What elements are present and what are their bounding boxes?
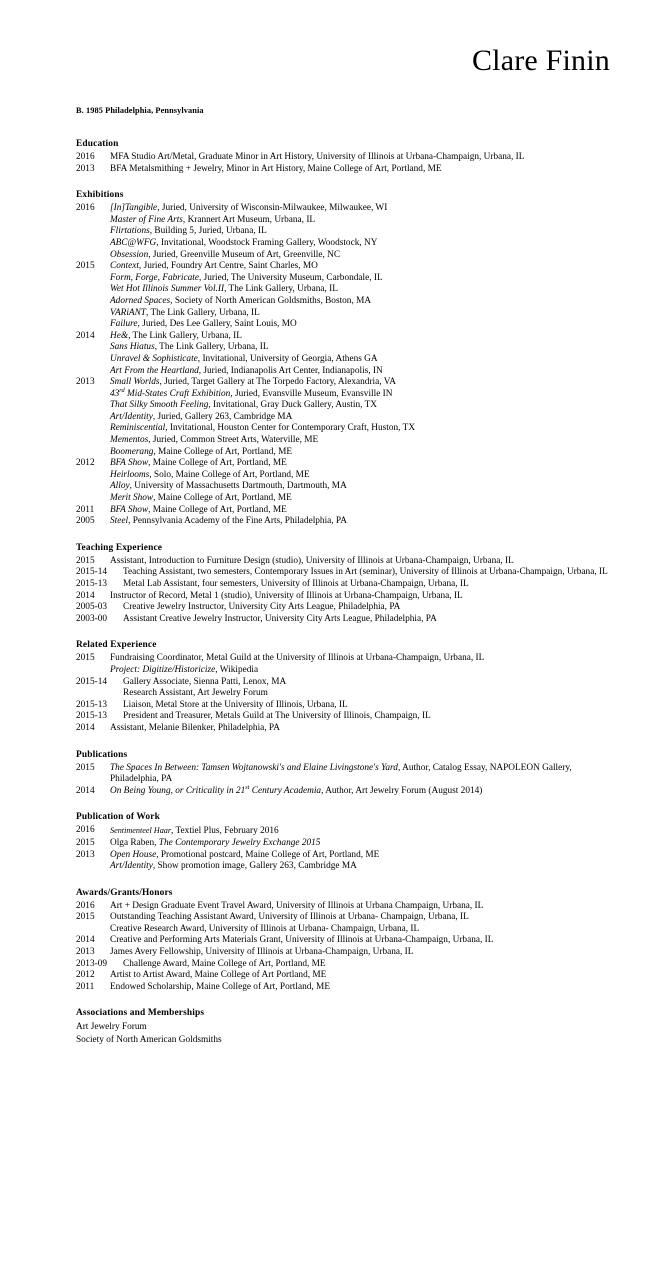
entry-year: 2014 <box>76 785 95 796</box>
entry-year: 2005 <box>76 516 95 527</box>
section-title-publication-of-work: Publication of Work <box>76 812 160 823</box>
entry-year: 2014 <box>76 935 95 946</box>
entry-row <box>76 602 610 614</box>
exhibition-entries <box>76 203 610 528</box>
entry-row <box>76 677 610 689</box>
entry-text: Metal Lab Assistant, four semesters, University of Illinois at Urbana-Champaign, Urbana, IL <box>123 579 469 589</box>
entry-row <box>76 423 610 435</box>
entry-text: President and Treasurer, Metals Guild at The University of Illinois, Champaign, IL <box>123 711 431 722</box>
entry-row <box>76 308 610 320</box>
entry-row <box>76 665 610 677</box>
entry-text: Context, Juried, Foundry Art Centre, Saint Charles, MO <box>110 261 318 272</box>
entry-year: 2011 <box>76 981 95 992</box>
entry-year: 2015-13 <box>76 699 107 710</box>
entry-row <box>76 825 610 838</box>
entry-text: Challenge Award, Maine College of Art, Portland, ME <box>123 958 326 969</box>
entry-text: Flirtations, Building 5, Juried, Urbana, IL <box>110 226 267 237</box>
entry-text: BFA Show, Maine College of Art, Portland, ME <box>110 458 287 469</box>
entry-row <box>76 400 610 412</box>
section-teaching <box>76 542 610 626</box>
entry-row <box>76 982 610 994</box>
entry-year: 2015 <box>76 653 95 664</box>
entry-text: Unravel & Sophisticate, Invitational, University of Georgia, Athens GA <box>110 353 378 364</box>
entry-text: Mementos, Juried, Common Street Arts, Waterville, ME <box>110 435 319 446</box>
entry-year: 2015 <box>76 912 95 923</box>
entry-text: Teaching Assistant, two semesters, Contemporary Issues in Art (seminar), University of Illinois at Urbana-Champaign, Urbana, IL <box>123 567 608 578</box>
entry-row <box>76 203 610 215</box>
section-related-experience <box>76 639 610 734</box>
entry-row <box>76 959 610 971</box>
entry-row <box>76 226 610 238</box>
section-title-teaching: Teaching Experience <box>76 542 163 553</box>
entry-text: That Silky Smooth Feeling, Invitational, Gray Duck Gallery, Austin, TX <box>110 400 377 411</box>
entry-year: 2013-09 <box>76 958 107 969</box>
entry-text: He&, The Link Gallery, Urbana, IL <box>110 330 242 341</box>
entry-row <box>76 763 610 786</box>
entry-text: Research Assistant, Art Jewelry Forum <box>123 688 268 699</box>
entry-year: 2016 <box>76 203 95 214</box>
section-awards <box>76 887 610 994</box>
entry-text: Assistant, Melanie Bilenker, Philadelphia, PA <box>110 722 280 733</box>
section-title-related-experience: Related Experience <box>76 640 157 651</box>
entry-text: Liaison, Metal Store at the University of Illinois, Urbana, IL <box>123 699 348 710</box>
entry-row <box>76 861 610 873</box>
entry-text: Small Worlds, Juried, Target Gallery at The Torpedo Factory, Alexandria, VA <box>110 377 396 388</box>
entry-row <box>76 435 610 447</box>
entry-text: Gallery Associate, Sienna Patti, Lenox, MA <box>123 676 287 687</box>
entry-row <box>76 447 610 459</box>
entry-year: 2005-03 <box>76 602 107 613</box>
entry-year: 2014 <box>76 590 95 601</box>
entry-year: 2015 <box>76 762 95 773</box>
entry-row <box>76 331 610 343</box>
education-entries <box>76 152 610 175</box>
entry-year: 2003-00 <box>76 613 107 624</box>
entry-text: MFA Studio Art/Metal, Graduate Minor in Art History, University of Illinois at Urbana-Champaign, Urbana, IL <box>110 152 525 162</box>
entry-year: 2013 <box>76 947 95 958</box>
section-title-publications: Publications <box>76 749 128 760</box>
entry-row <box>76 614 610 626</box>
entry-text: Boomerang, Maine College of Art, Portland, ME <box>110 446 293 457</box>
entry-row <box>76 386 610 401</box>
association-item: Art Jewelry Forum <box>76 1022 147 1033</box>
entry-row <box>76 215 610 227</box>
award-entries <box>76 901 610 994</box>
entry-row <box>76 935 610 947</box>
section-exhibitions <box>76 189 610 528</box>
entry-row <box>76 481 610 493</box>
entry-row <box>76 273 610 285</box>
entry-row <box>76 688 610 700</box>
entry-text: Open House, Promotional postcard, Maine College of Art, Portland, ME <box>110 849 380 860</box>
entry-row <box>76 838 610 850</box>
section-education <box>76 138 610 175</box>
entry-year: 2015 <box>76 261 95 272</box>
association-item: Society of North American Goldsmiths <box>76 1034 222 1045</box>
entry-row <box>76 653 610 665</box>
entry-text: Artist to Artist Award, Maine College of Art Portland, ME <box>110 970 327 981</box>
section-title-exhibitions: Exhibitions <box>76 190 124 201</box>
entry-text: Creative and Performing Arts Materials Grant, University of Illinois at Urbana-Champaign, Urbana, IL <box>110 935 494 946</box>
entry-text: Fundraising Coordinator, Metal Guild at the University of Illinois at Urbana-Champaign, Urbana, IL <box>110 653 485 664</box>
entry-text: Olga Raben, The Contemporary Jewelry Exchange 2015 <box>110 837 321 848</box>
entry-row <box>76 412 610 424</box>
association-lines <box>76 1021 610 1045</box>
entry-row <box>76 516 610 528</box>
entry-year: 2012 <box>76 970 95 981</box>
entry-row <box>76 783 610 798</box>
entry-year: 2016 <box>76 152 95 162</box>
entry-text: James Avery Fellowship, University of Illinois at Urbana-Champaign, Urbana, IL <box>110 947 414 958</box>
entry-text: Master of Fine Arts, Krannert Art Museum, Urbana, IL <box>110 214 316 225</box>
entry-row <box>76 458 610 470</box>
entry-text: ABC@WFG, Invitational, Woodstock Framing Gallery, Woodstock, NY <box>110 237 378 248</box>
entry-year: 2015-14 <box>76 676 107 687</box>
entry-text: Alloy, University of Massachusetts Dartmouth, Dartmouth, MA <box>110 481 347 492</box>
section-associations <box>76 1007 610 1045</box>
entry-text: The Spaces In Between: Tamsen Wojtanowski's and Elaine Livingstone's Yard, Author, Catalog Essay, NAPOLEON Gallery, Philadelphia, PA <box>110 762 572 785</box>
entry-row <box>76 912 610 924</box>
entry-text: Merit Show, Maine College of Art, Portland, ME <box>110 493 292 504</box>
entry-row <box>76 164 610 176</box>
entry-row <box>76 250 610 262</box>
section-title-awards: Awards/Grants/Honors <box>76 887 173 898</box>
entry-text: On Being Young, or Criticality in 21st Century Academia, Author, Art Jewelry Forum (August 2014) <box>110 783 483 796</box>
entry-year: 2016 <box>76 825 95 836</box>
entry-text: Obsession, Juried, Greenville Museum of Art, Greenville, NC <box>110 249 341 260</box>
teaching-entries <box>76 556 610 626</box>
entry-year: 2015 <box>76 555 95 566</box>
entry-text: Art + Design Graduate Event Travel Award, University of Illinois at Urbana Champaign, Urbana, IL <box>110 900 484 911</box>
entry-text: Outstanding Teaching Assistant Award, University of Illinois at Urbana- Champaign, Urbana, IL <box>110 912 469 923</box>
entry-text: Adorned Spaces, Society of North American Goldsmiths, Boston, MA <box>110 295 372 306</box>
entry-row <box>76 567 610 579</box>
related-entries <box>76 653 610 734</box>
entry-text: Failure, Juried, Des Lee Gallery, Saint Louis, MO <box>110 319 297 330</box>
entry-text: [In]Tangible, Juried, University of Wisconsin-Milwaukee, Milwaukee, WI <box>110 203 388 214</box>
entry-row <box>76 366 610 378</box>
resume-body <box>76 138 610 1046</box>
entry-row <box>76 261 610 273</box>
entry-text: BFA Show, Maine College of Art, Portland, ME <box>110 504 287 515</box>
entry-row <box>76 556 610 568</box>
section-publication-of-work <box>76 811 610 872</box>
publication-entries <box>76 763 610 798</box>
entry-year: 2011 <box>76 504 95 515</box>
entry-year: 2013 <box>76 163 95 174</box>
entry-year: 2015 <box>76 837 95 848</box>
entry-row <box>76 296 610 308</box>
entry-row <box>76 700 610 712</box>
entry-year: 2015-13 <box>76 711 107 722</box>
entry-row <box>76 284 610 296</box>
entry-row <box>76 901 610 913</box>
entry-text: Steel, Pennsylvania Academy of the Fine Arts, Philadelphia, PA <box>110 516 347 527</box>
entry-text: Sentimenteel Haar, Textiel Plus, February 2016 <box>110 826 279 837</box>
section-title-education: Education <box>76 139 119 149</box>
entry-text: Form, Forge, Fabricate, Juried, The University Museum, Carbondale, IL <box>110 272 383 283</box>
entry-year: 2013 <box>76 849 95 860</box>
entry-text: Reminiscential, Invitational, Houston Center for Contemporary Craft, Huston, TX <box>110 423 416 434</box>
entry-row <box>76 505 610 517</box>
entry-row <box>76 970 610 982</box>
entry-text: Creative Jewelry Instructor, University City Arts League, Philadelphia, PA <box>123 602 401 613</box>
entry-text: Project: Digitize/Historicize, Wikipedia <box>110 664 259 675</box>
entry-year: 2016 <box>76 900 95 911</box>
entry-year: 2012 <box>76 458 95 469</box>
entry-year: 2014 <box>76 330 95 341</box>
entry-text: Creative Research Award, University of Illinois at Urbana- Champaign, Urbana, IL <box>110 923 420 934</box>
entry-row <box>76 152 610 164</box>
page-title: Clare Finin <box>471 44 610 77</box>
entry-row <box>76 579 610 591</box>
entry-text: BFA Metalsmithing + Jewelry, Minor in Art History, Maine College of Art, Portland, ME <box>110 163 442 174</box>
entry-year: 2014 <box>76 722 95 733</box>
entry-row <box>76 947 610 959</box>
entry-text: Sans Hiatus, The Link Gallery, Urbana, IL <box>110 342 269 353</box>
entry-year: 2015-14 <box>76 567 107 578</box>
entry-text: Assistant Creative Jewelry Instructor, University City Arts League, Philadelphia, PA <box>123 613 437 624</box>
section-title-associations: Associations and Memberships <box>76 1008 205 1019</box>
entry-text: Wet Hot Illinois Summer Vol.II, The Link Gallery, Urbana, IL <box>110 284 338 295</box>
entry-text: 43rd Mid-States Craft Exhibition, Juried, Evansville Museum, Evansville IN <box>110 386 393 399</box>
entry-row <box>76 493 610 505</box>
entry-row <box>76 238 610 250</box>
entry-row <box>76 342 610 354</box>
entry-row <box>76 354 610 366</box>
entry-row <box>76 850 610 862</box>
entry-row <box>76 711 610 723</box>
entry-text: Assistant, Introduction to Furniture Design (studio), University of Illinois at Urbana-Champaign, Urbana, IL <box>110 555 514 566</box>
entry-row <box>76 470 610 482</box>
section-publications <box>76 749 610 798</box>
publication-of-work-entries <box>76 825 610 872</box>
entry-row <box>76 723 610 735</box>
entry-text: Endowed Scholarship, Maine College of Art, Portland, ME <box>110 981 330 992</box>
entry-row <box>76 319 610 331</box>
entry-text: Heirlooms, Solo, Maine College of Art, Portland, ME <box>110 469 310 480</box>
entry-text: VARiANT, The Link Gallery, Urbana, IL <box>110 307 260 318</box>
entry-text: Instructor of Record, Metal 1 (studio), University of Illinois at Urbana-Champaign, Urbana, IL <box>110 590 463 601</box>
birth-line: B. 1985 Philadelphia, Pennsylvania <box>76 106 204 115</box>
entry-year: 2013 <box>76 377 95 388</box>
entry-text: Art/Identity, Juried, Gallery 263, Cambridge MA <box>110 411 293 422</box>
entry-year: 2015-13 <box>76 579 107 589</box>
entry-row <box>76 377 610 389</box>
entry-row <box>76 924 610 936</box>
entry-text: Art From the Heartland, Juried, Indianapolis Art Center, Indianapolis, IN <box>110 365 383 376</box>
entry-text: Art/Identity, Show promotion image, Gallery 263, Cambridge MA <box>110 861 357 872</box>
entry-row <box>76 591 610 603</box>
